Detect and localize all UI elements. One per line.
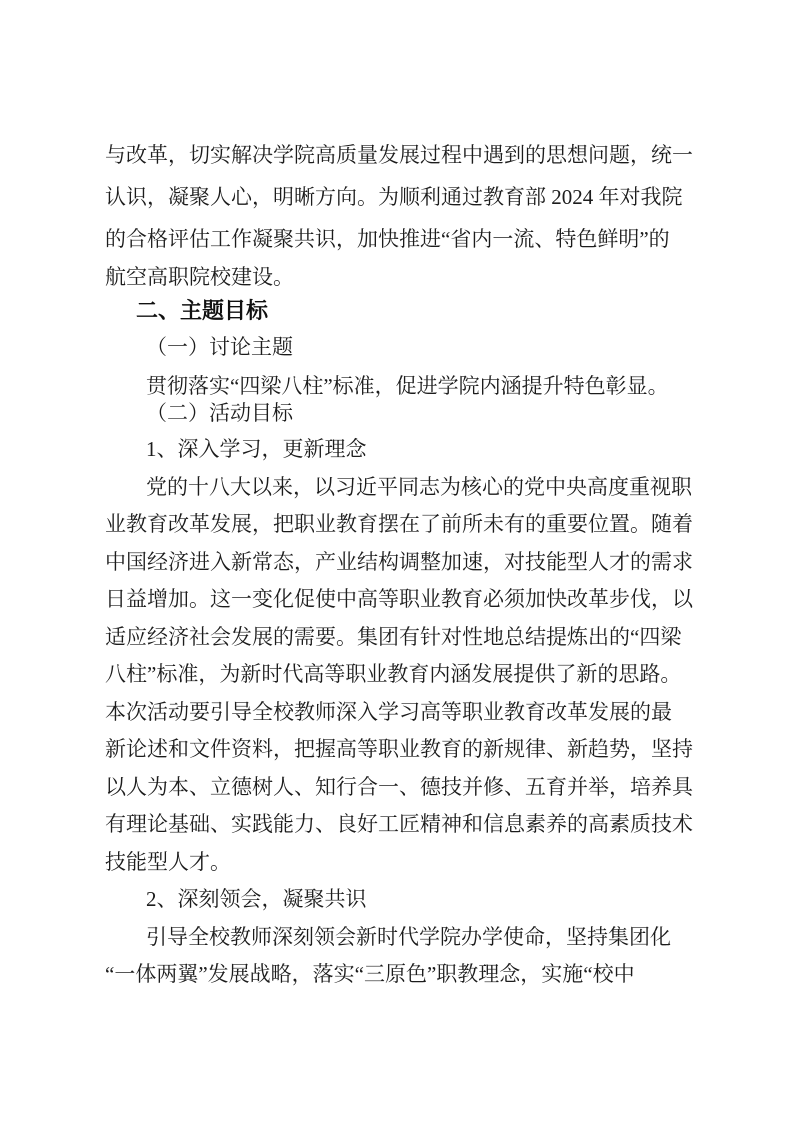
para-goal1-line-6: 八柱”标准，为新时代高等职业教育内涵发展提供了新的思路。 [105,662,682,686]
heading-discussion-topic: （一）讨论主题 [146,335,293,359]
para-goal1-line-10: 有理论基础、实践能力、良好工匠精神和信息素养的高素质技术 [105,812,693,836]
para-goal1-line-2: 业教育改革发展，把职业教育摆在了前所未有的重要位置。随着 [105,512,693,536]
para-intro-line-4: 航空高职院校建设。 [105,265,294,289]
para-goal1-line-1: 党的十八大以来，以习近平同志为核心的党中央高度重视职 [146,475,692,499]
para-intro-line-1: 与改革，切实解决学院高质量发展过程中遇到的思想问题，统一 [105,143,693,167]
line-discussion-topic-content: 贯彻落实“四梁八柱”标准，促进学院内涵提升特色彰显。 [146,374,669,398]
heading-activity-goals: （二）活动目标 [146,401,293,425]
para-goal1-line-5: 适应经济社会发展的需要。集团有针对性地总结提炼出的“四梁 [105,625,682,649]
para-goal1-line-8: 新论述和文件资料，把握高等职业教育的新规律、新趋势，坚持 [105,737,693,761]
para-goal1-line-9: 以人为本、立德树人、知行合一、德技并修、五育并举，培养具 [105,775,693,799]
para-intro-line-2: 认识，凝聚人心，明晰方向。为顺利通过教育部 2024 年对我院 [105,185,683,209]
para-goal1-line-4: 日益增加。这一变化促使中高等职业教育必须加快改革步伐，以 [105,587,693,611]
heading-goal-2: 2、深刻领会，凝聚共识 [146,887,367,911]
para-goal2-line-2: “一体两翼”发展战略，落实“三原色”职教理念，实施“校中 [105,962,635,986]
para-goal1-line-3: 中国经济进入新常态，产业结构调整加速，对技能型人才的需求 [105,550,693,574]
para-goal1-line-11: 技能型人才。 [105,850,231,874]
para-intro-line-3: 的合格评估工作凝聚共识，加快推进“省内一流、特色鲜明”的 [105,227,670,251]
para-goal2-line-1: 引导全校教师深刻领会新时代学院办学使命，坚持集团化 [146,925,671,949]
heading-section-2: 二、主题目标 [136,298,269,323]
heading-goal-1: 1、深入学习，更新理念 [146,437,367,461]
para-goal1-line-7: 本次活动要引导全校教师深入学习高等职业教育改革发展的最 [105,700,672,724]
